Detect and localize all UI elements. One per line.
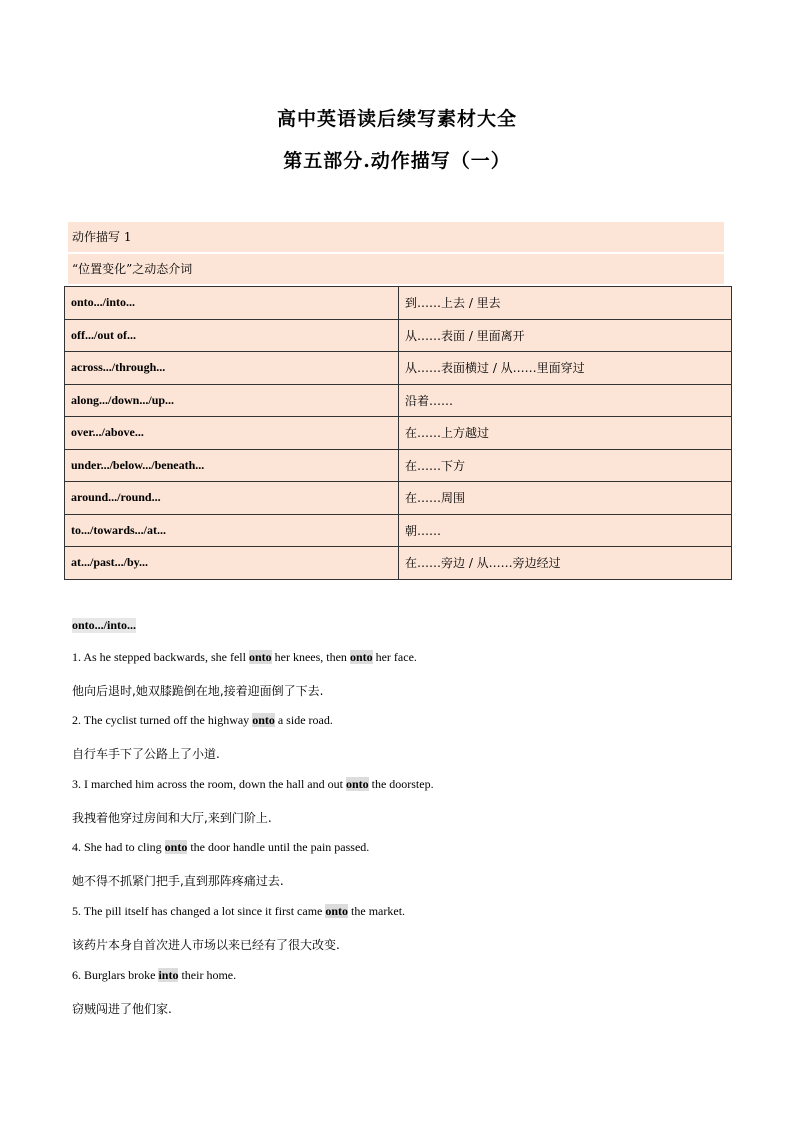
table-cell-zh: 在……周围 <box>399 482 732 515</box>
table-row <box>65 449 732 482</box>
example-translation-1: 他向后退时,她双膝跪倒在地,接着迎面倒了下去. <box>72 684 324 698</box>
example-sentence-5: 5. The pill itself has changed a lot since it first came onto the market. <box>72 904 406 918</box>
table-cell-en: to.../towards.../at... <box>65 514 399 547</box>
table-heading: 动作描写 1 <box>68 222 724 252</box>
preposition-table <box>64 286 732 580</box>
table-row <box>65 514 732 547</box>
table-row <box>65 384 732 417</box>
highlight-word: onto <box>325 904 349 918</box>
table-row <box>65 417 732 450</box>
table-cell-zh: 从……表面 / 里面离开 <box>399 319 732 352</box>
table-cell-en: around.../round... <box>65 482 399 515</box>
example-translation-5: 该药片本身自首次进人市场以来已经有了很大改变. <box>72 938 340 952</box>
table-cell-en: along.../down.../up... <box>65 384 399 417</box>
table-cell-zh: 从……表面横过 / 从……里面穿过 <box>399 352 732 385</box>
table-cell-en: under.../below.../beneath... <box>65 449 399 482</box>
highlight-word: onto <box>248 650 272 664</box>
table-row <box>65 319 732 352</box>
table-row <box>65 547 732 580</box>
example-sentence-4: 4. She had to cling onto the door handle until the pain passed. <box>72 840 370 854</box>
table-subheading: “位置变化”之动态介词 <box>68 254 724 284</box>
table-cell-zh: 在……下方 <box>399 449 732 482</box>
table-cell-zh: 沿着…… <box>399 384 732 417</box>
table-cell-en: off.../out of... <box>65 319 399 352</box>
example-translation-4: 她不得不抓紧门把手,直到那阵疼痛过去. <box>72 874 284 888</box>
table-cell-zh: 在……上方越过 <box>399 417 732 450</box>
document-subtitle: 第五部分.动作描写（一） <box>283 150 511 172</box>
table-cell-en: over.../above... <box>65 417 399 450</box>
table-row <box>65 352 732 385</box>
table-row <box>65 287 732 320</box>
table-cell-zh: 到……上去 / 里去 <box>399 287 732 320</box>
example-sentence-2: 2. The cyclist turned off the highway onto a side road. <box>72 713 333 727</box>
example-sentence-3: 3. I marched him across the room, down the hall and out onto the doorstep. <box>72 777 434 791</box>
table-cell-en: across.../through... <box>65 352 399 385</box>
table-cell-zh: 在……旁边 / 从……旁边经过 <box>399 547 732 580</box>
highlight-word: onto <box>349 650 373 664</box>
example-sentence-1: 1. As he stepped backwards, she fell onto her knees, then onto her face. <box>72 650 417 664</box>
example-translation-3: 我拽着他穿过房间和大厅,来到门阶上. <box>72 811 272 825</box>
table-cell-en: at.../past.../by... <box>65 547 399 580</box>
table-cell-en: onto.../into... <box>65 287 399 320</box>
example-translation-2: 自行车手下了公路上了小道. <box>72 747 220 761</box>
highlight-word: onto <box>345 777 369 791</box>
highlight-word: onto <box>252 713 275 727</box>
document-title: 高中英语读后续写素材大全 <box>276 108 517 130</box>
table-cell-zh: 朝…… <box>399 514 732 547</box>
example-translation-6: 窃贼闯进了他们家. <box>72 1002 172 1016</box>
highlight-word: onto <box>164 840 188 854</box>
highlight-word: into <box>158 968 179 982</box>
table-row <box>65 482 732 515</box>
section-label: onto.../into... <box>72 618 137 632</box>
example-sentence-6: 6. Burglars broke into their home. <box>72 968 237 982</box>
